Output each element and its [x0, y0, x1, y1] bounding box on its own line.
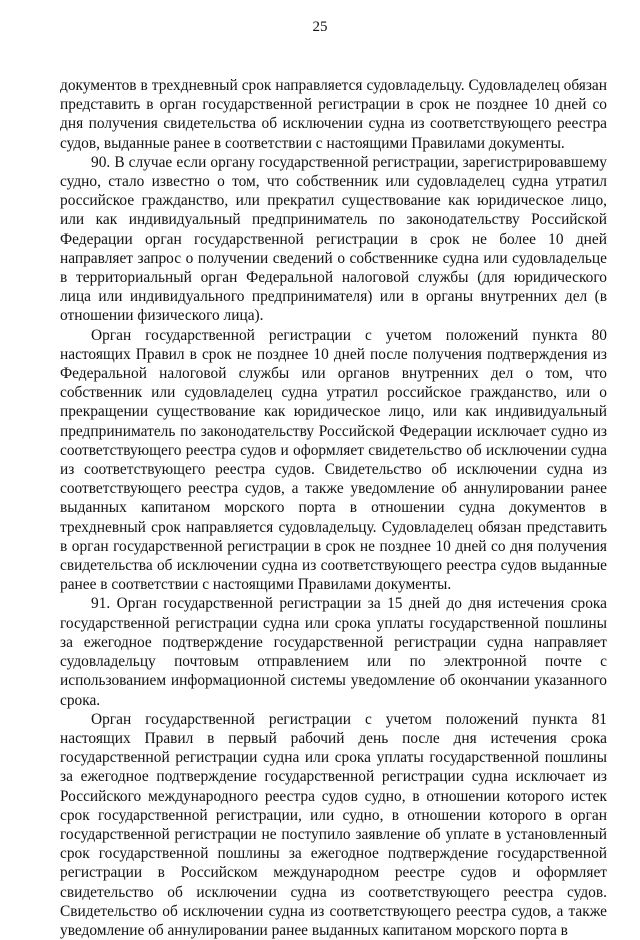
document-body: [60, 76, 607, 940]
paragraph-continuation: документов в трехдневный срок направляется судовладельцу. Судовладелец обязан представить в орган государственной регистрации в срок не позднее 10 дней со дня получения свидетельства об исключении судна из соответствующего реестра судов, выданные ранее в соответствии с настоящими Правилами документы.: [60, 77, 607, 152]
paragraph-clause-90: 90. В случае если органу государственной регистрации, зарегистрировавшему судно, стало известно о том, что собственник или судовладелец судна утратил российское гражданство, или прекратил существование как юридическое лицо, или как индивидуальный предприниматель по законодательству Российской Федерации орган государственной регистрации в срок не более 10 дней направляет запрос о получении сведений о собственнике судна или судовладельце в территориальный орган Федеральной налоговой службы (для юридического лица или индивидуального предпринимателя) или в органы внутренних дел (в отношении физического лица).: [60, 153, 607, 325]
paragraph-clause-91: 91. Орган государственной регистрации за 15 дней до дня истечения срока государственной регистрации судна или срока уплаты государственной пошлины за ежегодное подтверждение государственной регистрации судна направляет судовладельцу почтовым отправлением или по электронной почте с использованием информационной системы уведомление об окончании указанного срока.: [60, 595, 607, 709]
paragraph-clause-90-continued: Орган государственной регистрации с учетом положений пункта 80 настоящих Правил в срок не позднее 10 дней после получения подтверждения из Федеральной налоговой службы или органов внутренних дел о том, что собственник или судовладелец судна утратил российское гражданство, или о прекращении существование как юридическое лицо, или как индивидуальный предприниматель по законодательству Российской Федерации исключает судно из соответствующего реестра судов и оформляет свидетельство об исключении судна из соответствующего реестра судов. Свидетельство об исключении судна из соответствующего реестра судов, а также уведомление об аннулировании ранее выданных капитаном морского порта в отношении судна документов в трехдневный срок направляется судовладельцу. Судовладелец обязан представить в орган государственной регистрации в срок не позднее 10 дней со дня получения свидетельства об исключении судна из соответствующего реестра судов выданные ранее в соответствии с настоящими Правилами документы.: [60, 326, 607, 594]
paragraph-clause-91-continued: Орган государственной регистрации с учетом положений пункта 81 настоящих Правил в первый рабочий день после дня истечения срока государственной регистрации судна или срока уплаты государственной пошлины за ежегодное подтверждение государственной регистрации судна исключает из Российского международного реестра судов судно, в отношении которого истек срок государственной регистрации, или судно, в отношении которого в орган государственной регистрации не поступило заявление об уплате в установленный срок государственной пошлины за ежегодное подтверждение государственной регистрации в Российском международном реестре судов и оформляет свидетельство об исключении судна из соответствующего реестра судов. Свидетельство об исключении судна из соответствующего реестра судов, а также уведомление об аннулировании ранее выданных капитаном морского порта в: [60, 710, 607, 939]
page-number: 25: [312, 19, 328, 35]
